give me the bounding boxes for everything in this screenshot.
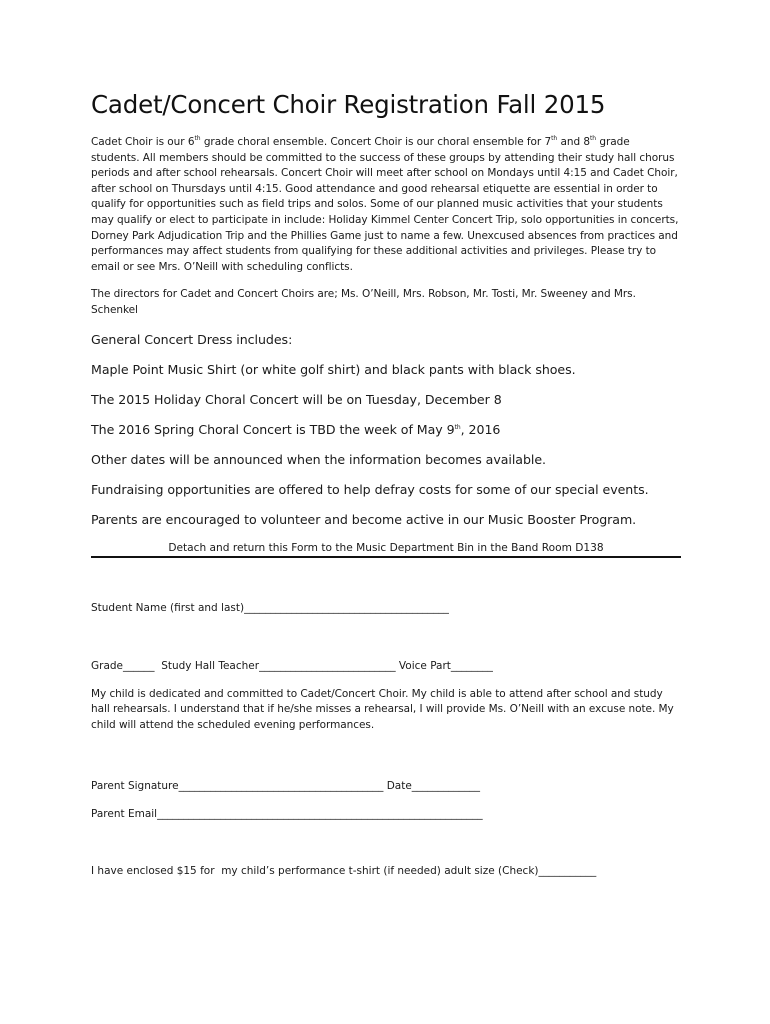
ordinal-suffix: th [454,423,461,431]
intro-text-3: and 8 [557,136,590,148]
registration-form-page [91,88,681,879]
detach-line: Detach and return this Form to the Music Department Bin in the Band Room D138 [91,541,681,558]
directors-paragraph: The directors for Cadet and Concert Choirs are; Ms. O’Neill, Mrs. Robson, Mr. Tosti, Mr. Sweeney and Mrs. Schenkel [91,288,636,316]
commitment-statement: My child is dedicated and committed to Cadet/Concert Choir. My child is able to attend after school and study hall rehearsals. I understand that if he/she misses a rehearsal, I will provide Ms. O’Neill with an excuse note. My child will attend the scheduled evening performances. [91,687,674,731]
dress-heading: General Concert Dress includes: [91,331,293,347]
spring-concert-year: , 2016 [460,421,501,437]
parents-note: Parents are encouraged to volunteer and become active in our Music Booster Program. [91,511,637,527]
dress-description: Maple Point Music Shirt (or white golf shirt) and black pants with black shoes. [91,361,576,377]
tshirt-check-field[interactable]: I have enclosed $15 for my child’s performance t-shirt (if needed) adult size (Check)___________ [91,865,597,878]
holiday-concert-date: The 2015 Holiday Choral Concert will be on Tuesday, December 8 [91,391,502,407]
ordinal-suffix: th [194,135,201,142]
intro-text-1: Cadet Choir is our 6 [91,136,195,148]
parent-signature-field[interactable]: Parent Signature_______________________________________ Date_____________ [91,780,481,793]
ordinal-suffix: th [551,135,558,142]
ordinal-suffix: th [590,135,597,142]
page-title: Cadet/Concert Choir Registration Fall 2015 [91,90,606,119]
parent-email-field[interactable]: Parent Email______________________________________________________________ [91,808,483,821]
intro-paragraph [91,135,681,275]
intro-text-4: grade students. All members should be committed to the success of these groups by attending their study hall chorus periods and after school rehearsals. Concert Choir will meet after school on Mondays until 4:15 and Cadet Choir, after school on Thursdays until 4:15. Good attendance and good rehearsal etiquette are essential in order to qualify for opportunities such as field trips and solos. Some of our planned music activities that your students may qualify or elect to participate in include: Holiday Kimmel Center Concert Trip, solo opportunities in concerts, Dorney Park Adjudication Trip and the Phillies Game just to name a few. Unexcused absences from practices and performances may affect students from qualifying for these additional activities and privileges. Please try to email or see Mrs. O’Neill with scheduling conflicts. [91,136,679,273]
fundraising-note: Fundraising opportunities are offered to help defray costs for some of our special events. [91,481,649,497]
grade-teacher-voice-fields[interactable]: Grade______ Study Hall Teacher__________________________ Voice Part________ [91,659,493,672]
student-name-field[interactable]: Student Name (first and last)_______________________________________ [91,601,449,614]
intro-text-2: grade choral ensemble. Concert Choir is our choral ensemble for 7 [200,136,552,148]
spring-concert-date [91,421,681,439]
spring-concert-text: The 2016 Spring Choral Concert is TBD the week of May 9 [91,421,455,437]
other-dates-note: Other dates will be announced when the information becomes available. [91,451,547,467]
